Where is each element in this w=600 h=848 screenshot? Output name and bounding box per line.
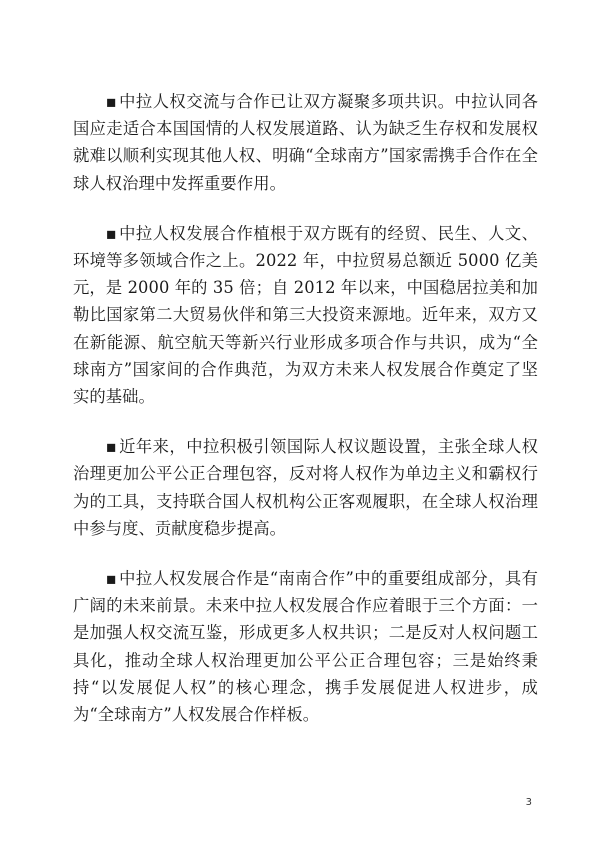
paragraph-text: 中拉人权发展合作是“南南合作”中的重要组成部分，具有广阔的未来前景。未来中拉人权发展合作应着眼于三个方面：一是加强人权交流互鉴，形成更多人权共识；二是反对人权问题工具化，推动全球人权治理更加公平公正合理包容；三是始终秉持“以发展促人权”的核心理念，携手发展促进人权进步，成为“全球南方”人权发展合作样板。 (73, 569, 538, 725)
paragraph-text: 中拉人权交流与合作已让双方凝聚多项共识。中拉认同各国应走适合本国国情的人权发展道路、认为缺乏生存权和发展权就难以顺利实现其他人权、明确“全球南方”国家需携手合作在全球人权治理中发挥重要作用。 (73, 92, 538, 193)
bullet-icon: ▪ (105, 569, 117, 589)
paragraph-economic-cooperation (73, 220, 538, 410)
page-number: 3 (525, 797, 532, 808)
paragraph-consensus (73, 88, 538, 197)
bullet-icon: ▪ (105, 223, 117, 243)
bullet-icon: ▪ (105, 437, 117, 457)
paragraph-text: 中拉人权发展合作植根于双方既有的经贸、民生、人文、环境等多领域合作之上。2022 年，中拉贸易总额近 5000 亿美元，是 2000 年的 35 倍；自 2012 年以来，中国稳居拉美和加勒比国家第二大贸易伙伴和第三大投资来源地。近年来，双方又在新能源、航空航天等新兴行业形成多项合作与共识，成为“全球南方”国家间的合作典范，为双方未来人权发展合作奠定了坚实的基础。 (73, 223, 538, 407)
paragraph-future-prospects (73, 565, 538, 728)
bullet-icon: ▪ (105, 92, 117, 111)
paragraph-global-governance (73, 433, 538, 542)
document-body (73, 88, 538, 753)
paragraph-text: 近年来，中拉积极引领国际人权议题设置，主张全球人权治理更加公平公正合理包容，反对将人权作为单边主义和霸权行为的工具，支持联合国人权机构公正客观履职，在全球人权治理中参与度、贡献度稳步提高。 (73, 437, 538, 538)
